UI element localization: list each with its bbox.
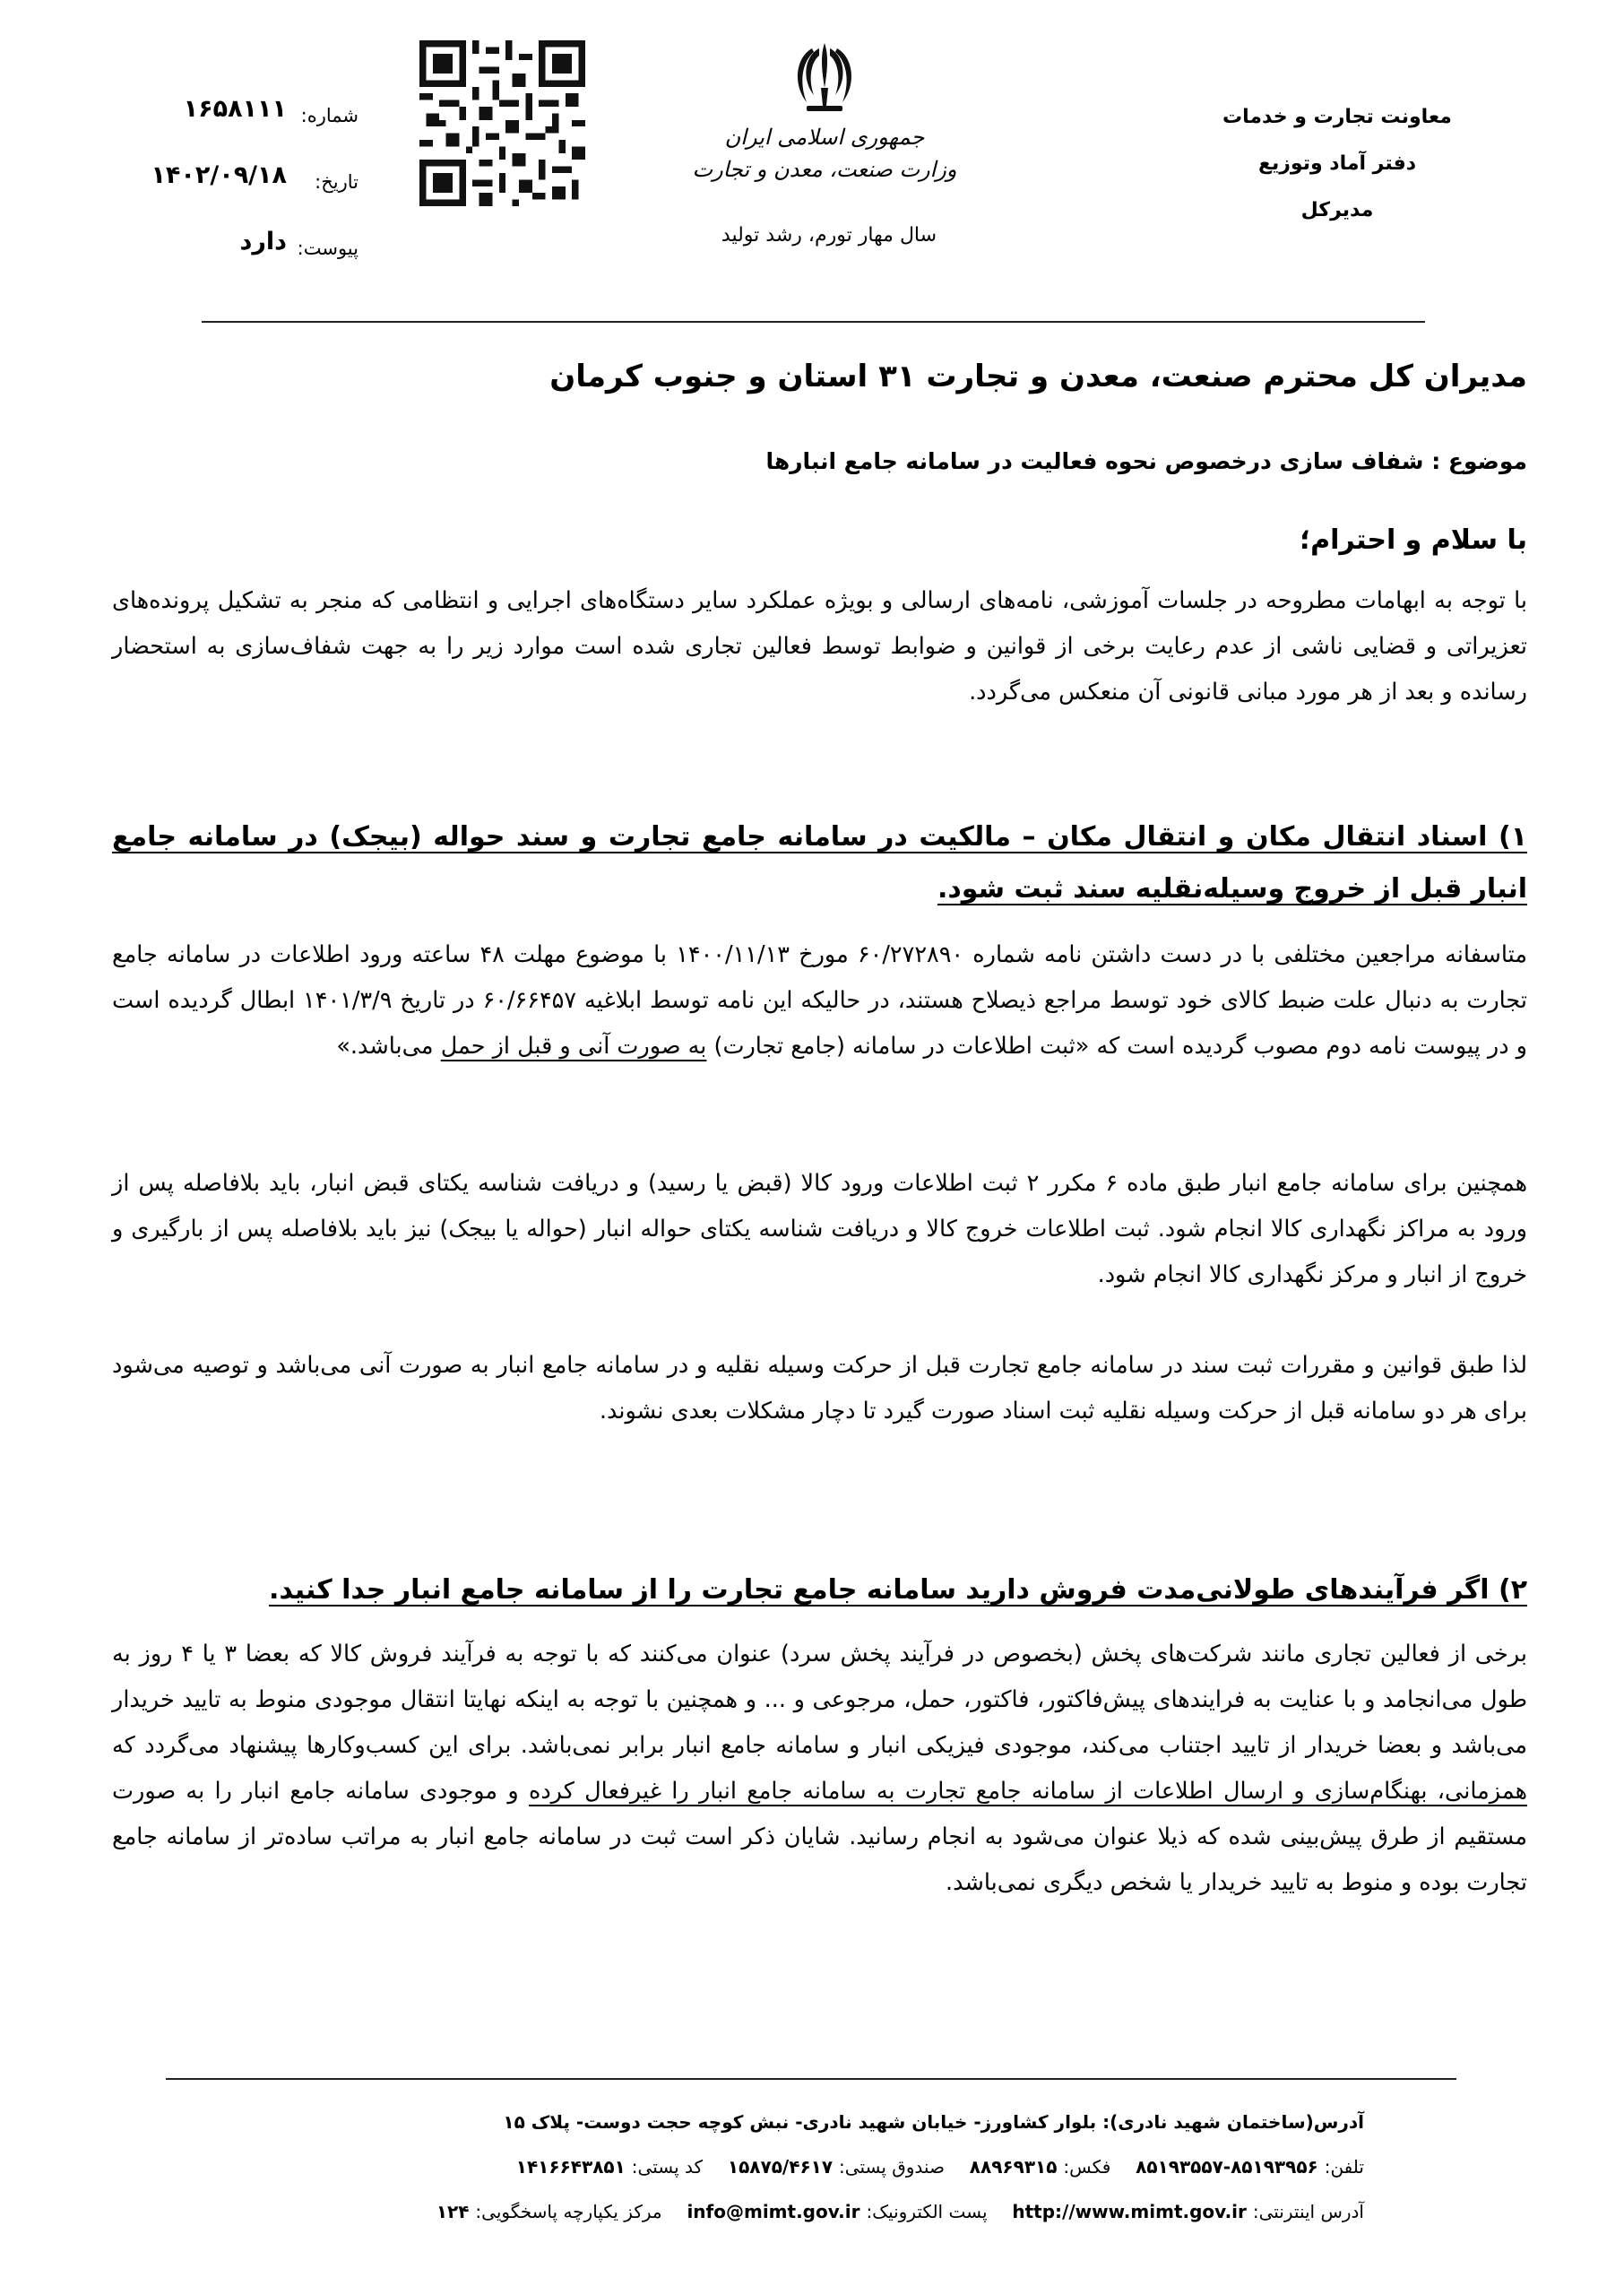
meta-values — [134, 76, 287, 275]
support-label: مرکز یکپارچه پاسخگویی: — [475, 2201, 662, 2222]
header-divider — [202, 321, 1425, 323]
intro-paragraph: با توجه به ابهامات مطروحه در جلسات آموزشی، نامه‌های ارسالی و بویژه عملکرد سایر دستگاه‌های اجرایی و انتظامی که منجر به تشکیل پرونده‌های تعزیراتی و قضایی ناشی از عدم رعایت برخی از قوانین و ضوابط توسط فعالین تجاری شده است موارد زیر را به جهت شفاف‌سازی به استحضار رسانده و بعد از هر مورد مبانی قانونی آن منعکس می‌گردد. — [112, 587, 1527, 706]
number-label: شماره: — [300, 105, 358, 126]
year-slogan: سال مهار تورم، رشد تولید — [721, 224, 937, 247]
website-label: آدرس اینترنتی: — [1252, 2201, 1364, 2222]
footer-address: آدرس(ساختمان شهید نادری): بلوار کشاورز- خیابان شهید نادری- نبش کوچه حجت دوست- پلاک ۱۵ — [503, 2111, 1364, 2133]
emblem-line-1: جمهوری اسلامی ایران — [724, 125, 925, 150]
footer-contacts — [516, 2156, 1364, 2178]
emblem-line-2: وزارت صنعت، معدن و تجارت — [692, 157, 957, 182]
section-2-heading — [112, 1564, 1527, 1616]
attachment-label: پیوست: — [297, 238, 358, 259]
postal-code: ۱۴۱۶۶۴۳۸۵۱ — [515, 2156, 626, 2178]
department-line-1: معاونت تجارت و خدمات — [1222, 106, 1452, 128]
qr-code-icon — [419, 40, 585, 206]
postal-code-label: کد پستی: — [631, 2156, 704, 2178]
email-link[interactable]: info@mimt.gov.ir — [687, 2201, 860, 2222]
department-line-2: دفتر آماد وتوزیع — [1257, 152, 1417, 175]
phone-label: تلفن: — [1324, 2156, 1364, 2178]
footer-divider — [166, 2078, 1456, 2080]
fax-label: فکس: — [1063, 2156, 1111, 2178]
support-number: ۱۲۴ — [436, 2201, 470, 2222]
section-1-heading — [112, 811, 1527, 915]
subject-line: موضوع : شفاف سازی درخصوص نحوه فعالیت در سامانه جامع انبارها — [765, 448, 1527, 474]
attachment-value: دارد — [239, 228, 287, 255]
section-1-paragraph-2: همچنین برای سامانه جامع انبار طبق ماده ۶ مکرر ۲ ثبت اطلاعات ورود کالا (قبض یا رسید) و دریافت شناسه یکتای قبض انبار، باید بلافاصله پس از ورود به مراکز نگهداری کالا انجام شود. ثبت اطلاعات خروج کالا و دریافت شناسه یکتای حواله انبار (حواله یا بیجک) نیز باید بلافاصله پس از بارگیری و خروج از انبار و مرکز نگهداری کالا انجام شود. — [112, 1170, 1528, 1288]
section-1-paragraph-1-end: می‌باشد.» — [336, 1033, 434, 1060]
email-label: پست الکترونیک: — [866, 2201, 988, 2222]
ministry-emblem-text — [690, 121, 959, 186]
department-line-3: مدیرکل — [1300, 199, 1374, 221]
section-2-paragraph-1-end: و موجودی سامانه جامع انبار را به صورت مستقیم از طرق پیش‌بینی شده که ذیلا عنوان می‌شود به انجام رسانید. شایان ذکر است ثبت در سامانه جامع انبار به مراتب ساده‌تر از سامانه جامع تجارت بوده و منوط به تایید خریدار یا شخص دیگری نمی‌باشد. — [112, 1778, 1527, 1896]
section-2-paragraph-1-underlined: همزمانی، بهنگام‌سازی و ارسال اطلاعات از سامانه جامع تجارت به سامانه جامع انبار را غیرفعال کرده — [528, 1778, 1528, 1805]
section-2-heading-text: ۲) اگر فرآیندهای طولانی‌مدت فروش دارید سامانه جامع تجارت را از سامانه جامع انبار جدا کنید. — [269, 1574, 1527, 1606]
section-1-heading-text: ۱) اسناد انتقال مکان و انتقال مکان – مالکیت در سامانه جامع تجارت و سند حواله (بیجک) در سامانه جامع انبار قبل از خروج وسیله‌نقلیه سند ثبت شود. — [112, 821, 1527, 905]
letter-date: ۱۴۰۲/۰۹/۱۸ — [151, 161, 287, 189]
section-1-paragraph-1-text: متاسفانه مراجعین مختلفی با در دست داشتن نامه شماره ۶۰/۲۷۲۸۹۰ مورخ ۱۴۰۰/۱۱/۱۳ با موضوع مهلت ۴۸ ساعته ورود اطلاعات در سامانه جامع تجارت به دنبال علت ضبط کالای خود توسط مراجع ذیصلاح هستند، در حالیکه این نامه توسط ابلاغیه ۶۰/۶۶۴۵۷ در تاریخ ۱۴۰۱/۳/۹ ابطال گردیده است و در پیوست نامه دوم مصوب گردیده است که «ثبت اطلاعات در سامانه (جامع تجارت) — [112, 941, 1527, 1060]
fax-number: ۸۸۹۶۹۳۱۵ — [969, 2156, 1058, 2178]
section-1-paragraph-1 — [112, 932, 1527, 1070]
phone-number: ۸۵۱۹۳۹۵۶-۸۵۱۹۳۵۵۷ — [1136, 2156, 1318, 2178]
footer-online — [436, 2201, 1364, 2222]
pobox-label: صندوق پستی: — [839, 2156, 945, 2178]
section-2-paragraph-1-text: برخی از فعالین تجاری مانند شرکت‌های پخش (بخصوص در فرآیند پخش سرد) عنوان می‌کنند که با توجه به فرآیند فروش کالا که بعضا ۳ یا ۴ روز به طول می‌انجامد و با عنایت به فرایندهای پیش‌فاکتور، فاکتور، حمل، مرجوعی و ... و همچنین با توجه به اینکه نهایتا انتقال موجودی منوط به تایید خریدار می‌باشد و بعضا خریدار از تایید اجتناب می‌کند، موجودی فیزیکی انبار و سامانه جامع انبار برابر نمی‌باشد. برای این کسب‌وکارها پیشنهاد می‌گردد که — [112, 1641, 1527, 1759]
letter-number: ۱۶۵۸۱۱۱ — [183, 95, 287, 123]
greeting: با سلام و احترام؛ — [1300, 524, 1527, 556]
emblem-icon — [780, 36, 869, 121]
date-label: تاریخ: — [315, 171, 358, 193]
website-link[interactable]: http://www.mimt.gov.ir — [1012, 2201, 1247, 2222]
addressee: مدیران کل محترم صنعت، معدن و تجارت ۳۱ استان و جنوب کرمان — [549, 359, 1527, 394]
department-block — [1221, 94, 1454, 234]
section-1-paragraph-1-underlined: به صورت آنی و قبل از حمل — [440, 1033, 707, 1060]
section-1-paragraph-3: لذا طبق قوانین و مقررات ثبت سند در سامانه جامع تجارت قبل از حرکت وسیله نقلیه و در سامانه جامع انبار به صورت آنی می‌باشد و توصیه می‌شود برای هر دو سامانه قبل از حرکت وسیله نقلیه ثبت اسناد صورت گیرد تا دچار مشکلات بعدی نشوند. — [112, 1352, 1527, 1425]
section-2-paragraph-1 — [112, 1632, 1527, 1906]
pobox-number: ۱۵۸۷۵/۴۶۱۷ — [727, 2156, 834, 2178]
meta-labels — [291, 82, 358, 281]
